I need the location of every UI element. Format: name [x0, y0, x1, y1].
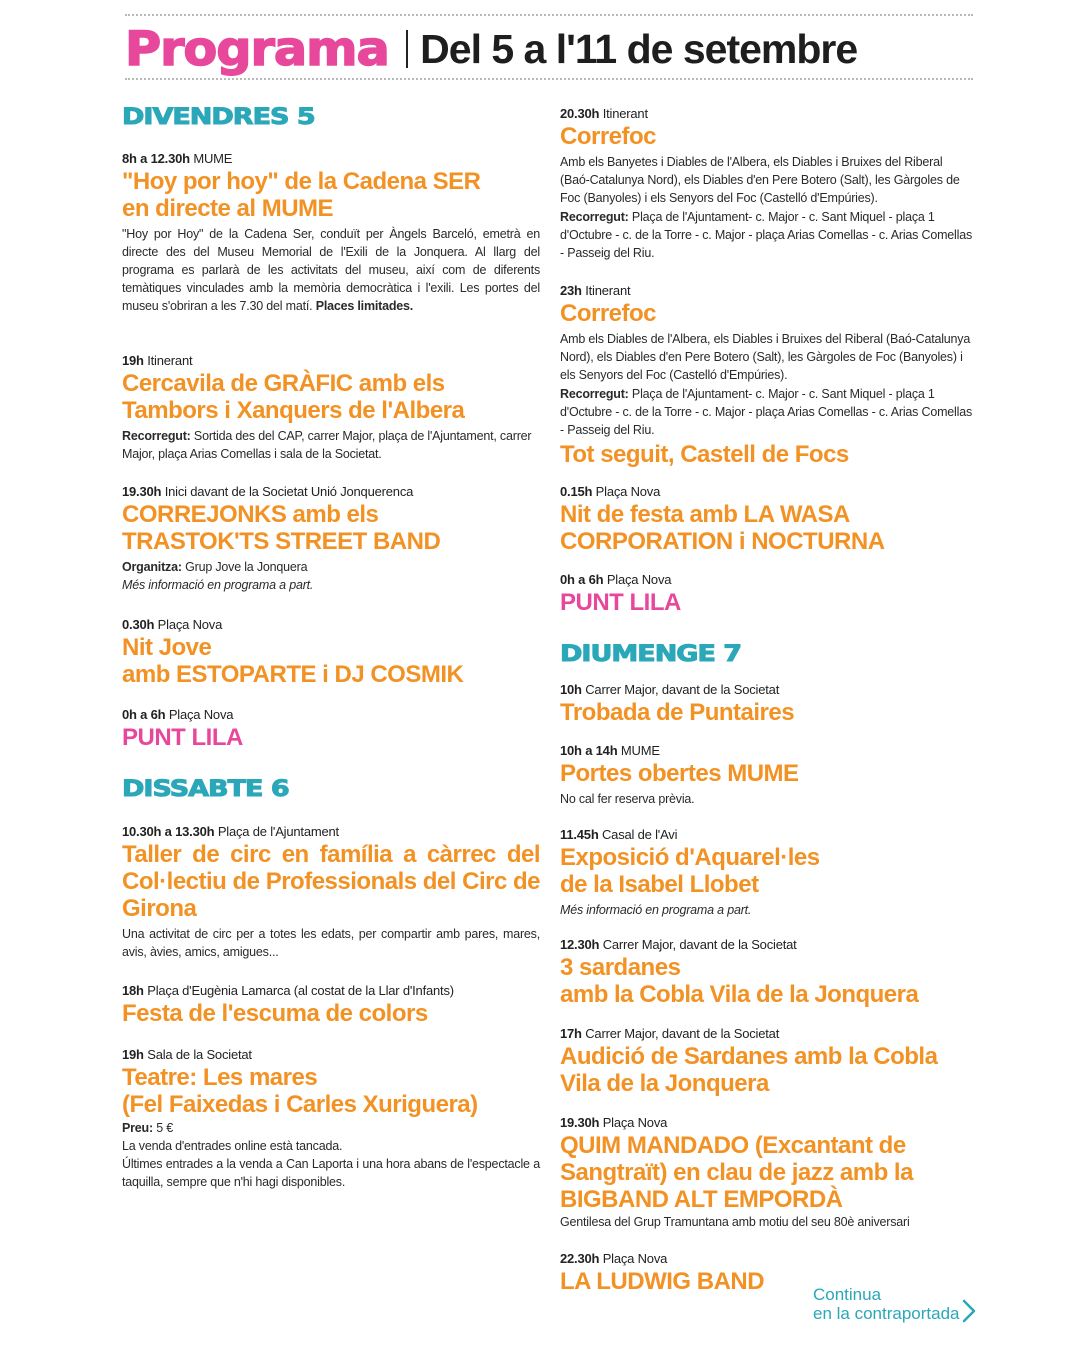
event-time: 19h Sala de la Societat — [122, 1047, 252, 1062]
event-title: Portes obertes MUME — [560, 760, 799, 787]
title-separator — [406, 30, 408, 68]
event-route: Recorregut: Plaça de l'Ajuntament- c. Major - c. Sant Miquel - plaça 1 d'Octubre - c. de la Torre - c. Major - plaça Arias Comellas - c. Arias Comellas - Passeig del Riu. — [560, 387, 972, 437]
event-title: PUNT LILA — [560, 589, 681, 616]
event-time: 19.30h Inici davant de la Societat Unió Jonquerenca — [122, 484, 414, 499]
event-time: 0.30h Plaça Nova — [122, 617, 223, 632]
event-audicio — [560, 1026, 975, 1097]
chevron-right-icon — [962, 1299, 976, 1323]
continue-text: Continua en la contraportada — [813, 1285, 960, 1323]
day-heading-friday: DIVENDRES 5 — [122, 104, 315, 130]
event-time: 20.30h Itinerant — [560, 106, 648, 121]
event-puntaires — [560, 682, 975, 726]
event-time: 10h Carrer Major, davant de la Societat — [560, 682, 780, 697]
event-route: Recorregut: Plaça de l'Ajuntament- c. Major - c. Sant Miquel - plaça 1 d'Octubre - c. de la Torre - c. Major - plaça Arias Comellas - c. Arias Comellas - Passeig del Riu. — [560, 210, 972, 260]
event-time: 0h a 6h Plaça Nova — [122, 707, 234, 722]
event-description: No cal fer reserva prèvia. — [560, 792, 695, 806]
event-description: Amb els Diables de l'Albera, els Diables i Bruixes del Riberal (Baó-Catalunya Nord), els Diables d'en Pere Botero (Salt), les Gàrgoles de Foc (Banyoles) i els Senyors del Foc (Castelló d'Empúries). — [560, 332, 971, 382]
event-time: 19h Itinerant — [122, 353, 193, 368]
event-festa-escuma — [122, 983, 540, 1027]
event-title: QUIM MANDADO (Excantant de Sangtraït) en clau de jazz amb la BIGBAND ALT EMPORDÀ — [560, 1132, 913, 1213]
event-time: 23h Itinerant — [560, 283, 631, 298]
event-description: Amb els Banyetes i Diables de l'Albera, els Diables i Bruixes del Riberal (Baó-Catalunya Nord), els Diables d'en Pere Botero (Salt), les Gàrgoles de Foc (Banyoles) i els Senyors del Foc (Castelló d'Empúries). — [560, 155, 960, 205]
day-heading-sunday: DIUMENGE 7 — [560, 641, 742, 667]
event-teatre — [122, 1047, 540, 1191]
event-title: Correfoc — [560, 300, 657, 327]
event-title: 3 sardanes amb la Cobla Vila de la Jonquera — [560, 954, 919, 1008]
top-divider — [125, 14, 973, 16]
event-title: Correfoc — [560, 123, 657, 150]
event-time: 17h Carrer Major, davant de la Societat — [560, 1026, 780, 1041]
header-divider — [125, 78, 973, 80]
day-heading-saturday: DISSABTE 6 — [122, 776, 289, 802]
event-description: Preu: 5 € La venda d'entrades online està tancada. Últimes entrades a la venda a Can Laporta i una hora abans de l'espectacle a taquilla, sempre que n'hi hagi disponibles. — [122, 1121, 540, 1189]
event-time: 0.15h Plaça Nova — [560, 484, 661, 499]
page-title: Programa — [125, 21, 389, 77]
date-range: Del 5 a l'11 de setembre — [420, 25, 858, 72]
event-taller-circ — [122, 824, 540, 961]
event-title: "Hoy por hoy" de la Cadena SER en directe al MUME — [122, 168, 481, 222]
event-title: Nit de festa amb LA WASA CORPORATION i NOCTURNA — [560, 501, 885, 555]
event-nit-jove — [122, 617, 540, 688]
event-title: Trobada de Puntaires — [560, 699, 795, 726]
event-correfoc-1 — [560, 106, 975, 262]
event-title-castell: Tot seguit, Castell de Focs — [560, 441, 849, 468]
event-punt-lila — [122, 707, 540, 751]
event-description: Organitza: Grup Jove la Jonquera Més informació en programa a part. — [122, 560, 314, 592]
event-time: 12.30h Carrer Major, davant de la Societat — [560, 937, 797, 952]
event-time: 18h Plaça d'Eugènia Lamarca (al costat de la Llar d'Infants) — [122, 983, 454, 998]
event-portes-obertes — [560, 743, 975, 808]
event-quim-mandado — [560, 1115, 975, 1231]
event-title: Exposició d'Aquarel·les de la Isabel Llobet — [560, 844, 820, 898]
event-time: 10.30h a 13.30h Plaça de l'Ajuntament — [122, 824, 339, 839]
event-title: Teatre: Les mares (Fel Faixedas i Carles Xuriguera) — [122, 1064, 478, 1118]
event-title: PUNT LILA — [122, 724, 243, 751]
event-hoy-por-hoy — [122, 151, 540, 315]
event-description: "Hoy por Hoy" de la Cadena Ser, conduït per Àngels Barceló, emetrà en directe des del Museu Memorial de l'Exili de la Jonquera. Al llarg del programa es parlarà de les activitats del museu, així com de diferents temàtiques vinculades amb la memòria democràtica i l'exili. Les portes del museu s'obriran a les 7.30 del matí. Places limitades. — [122, 227, 540, 313]
event-description: Més informació en programa a part. — [560, 903, 752, 917]
event-nit-de-festa — [560, 484, 975, 555]
event-correjonks — [122, 484, 540, 594]
event-title: LA LUDWIG BAND — [560, 1268, 765, 1295]
event-time: 22.30h Plaça Nova — [560, 1251, 668, 1266]
event-title: Festa de l'escuma de colors — [122, 1000, 428, 1027]
event-time: 8h a 12.30h MUME — [122, 151, 233, 166]
event-title: Audició de Sardanes amb la Cobla Vila de la Jonquera — [560, 1043, 938, 1097]
event-title: Taller de circ en família a càrrec del Col·lectiu de Professionals del Circ de Girona — [122, 841, 540, 922]
event-description: Recorregut: Sortida des del CAP, carrer Major, plaça de l'Ajuntament, carrer Major, plaça Arias Comellas i sala de la Societat. — [122, 429, 532, 461]
event-description: Una activitat de circ per a totes les edats, per compartir amb pares, mares, avis, àvies, amics, amigues... — [122, 927, 540, 959]
page-header — [125, 20, 857, 78]
event-time: 0h a 6h Plaça Nova — [560, 572, 672, 587]
event-title: Cercavila de GRÀFIC amb els Tambors i Xanquers de l'Albera — [122, 370, 465, 424]
event-time: 19.30h Plaça Nova — [560, 1115, 668, 1130]
event-time: 11.45h Casal de l'Avi — [560, 827, 678, 842]
continue-link[interactable] — [813, 1285, 976, 1323]
event-title: Nit Jove amb ESTOPARTE i DJ COSMIK — [122, 634, 464, 688]
event-description: Gentilesa del Grup Tramuntana amb motiu del seu 80è aniversari — [560, 1215, 910, 1229]
event-title: CORREJONKS amb els TRASTOK'TS STREET BAND — [122, 501, 441, 555]
event-cercavila — [122, 353, 540, 463]
event-sardanes — [560, 937, 975, 1008]
event-time: 10h a 14h MUME — [560, 743, 660, 758]
event-exposicio — [560, 827, 975, 919]
event-punt-lila-2 — [560, 572, 975, 616]
event-correfoc-2 — [560, 283, 975, 468]
